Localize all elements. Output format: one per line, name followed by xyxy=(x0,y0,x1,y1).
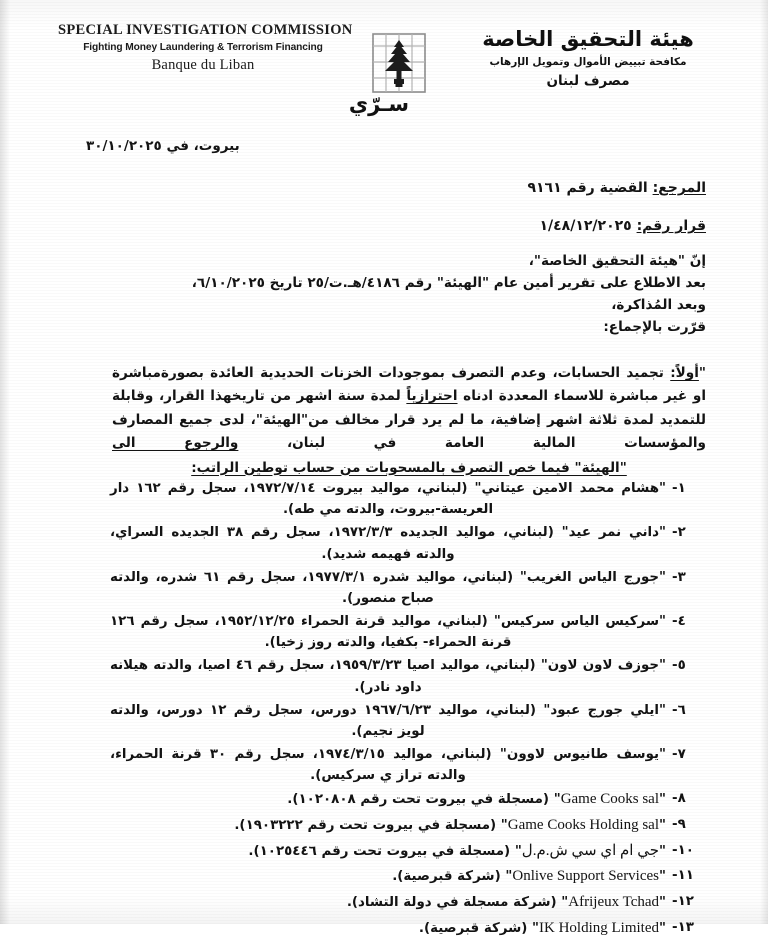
clause-underline-referral: والرجوع الى xyxy=(112,435,239,452)
letterhead xyxy=(0,16,768,102)
entity-registration: (مسجلة في بيروت تحت رقم ١٠٢٠٨٠٨). xyxy=(287,792,550,808)
preamble-line-3: وبعد المُذاكرة، xyxy=(611,297,706,314)
list-item xyxy=(110,865,706,889)
list-item-number: ٣- xyxy=(672,569,686,585)
entity-registration: (مسجلة في بيروت تحت رقم ١٩٠٣٢٢٢). xyxy=(234,818,497,834)
list-item xyxy=(110,814,706,838)
clause-underline-precautionary: احترازياً xyxy=(406,388,458,405)
list-item-body: "Afrijeux Tchad" (شركة مسجلة في دولة التشاد). xyxy=(346,894,666,911)
organization-name-en: SPECIAL INVESTIGATION COMMISSION xyxy=(58,22,353,38)
classification-label: سـرّي xyxy=(348,92,410,116)
entity-name: جي ام اي سي ش.م.ل xyxy=(521,842,660,859)
decision-value: ١/٤٨/١٢/٢٠٢٥ xyxy=(539,218,632,234)
list-item-body: "جورج الياس الغريب" (لبناني، مواليد شدره ١٩٧٧/٣/١، سجل رقم ٦١ شدره، والدته صباح منصور). xyxy=(110,569,666,606)
clause-first xyxy=(112,362,706,480)
list-item xyxy=(110,891,706,915)
list-item-body: "Game Cooks Holding sal" (مسجلة في بيروت تحت رقم ١٩٠٣٢٢٢). xyxy=(234,817,666,834)
dateline: بيروت، في ٣٠/١٠/٢٠٢٥ xyxy=(86,138,240,154)
preamble-line-2: بعد الاطلاع على تقرير أمين عام "الهيئة" رقم ٤١٨٦/هـ.ت/٢٥ تاريخ ٦/١٠/٢٠٢٥، xyxy=(191,275,706,292)
list-item-body: "سركيس الياس سركيس" (لبناني، مواليد قرنة الحمراء ١٩٥٢/١٢/٢٥، سجل رقم ١٢٦ قرنة الحمراء- بكفيا، والدته روز زخيا). xyxy=(110,614,666,651)
reference-block xyxy=(527,180,706,256)
preamble xyxy=(120,250,706,338)
list-item-body: "جي ام اي سي ش.م.ل" (مسجلة في بيروت تحت رقم ١٠٢٥٤٤٦). xyxy=(248,842,666,859)
organization-name-ar: هيئة التحقيق الخاصة xyxy=(482,27,694,51)
cedar-tree-logo xyxy=(371,32,427,94)
entity-registration: (شركة مسجلة في دولة التشاد). xyxy=(346,895,557,911)
entity-name: Game Cooks sal xyxy=(560,791,660,808)
list-item xyxy=(110,478,706,520)
list-item xyxy=(110,700,706,742)
list-item xyxy=(110,788,706,812)
list-item-number: ١٢- xyxy=(672,894,694,910)
entity-name: Afrijeux Tchad xyxy=(568,894,660,911)
clause-marker: أولاً: xyxy=(670,365,699,381)
clause-text-1: تجميد الحسابات، وعدم التصرف بموجودات الخزنات الحديدية العائدة بصورة xyxy=(160,365,671,381)
clause-text-4: هذا القرار، وقابلة للتمديد لمدة ثلاثة اشهر إضافية، ما لم يرد قرار مخالف من xyxy=(112,388,706,428)
list-item-body: "داني نمر عيد" (لبناني، مواليد الجديده ١٩٧٢/٣/٣، سجل رقم ٣٨ الجديده السراي، والدته فهيمه شديد). xyxy=(110,525,666,562)
list-item-body: "Onlive Support Services" (شركة قبرصية). xyxy=(392,868,666,885)
clause-text-2: مباشرة او غير مباشرة للاسماء المعددة ادناه xyxy=(112,365,706,405)
list-item-body: "يوسف طانيوس لاوون" (لبناني، مواليد ١٩٧٤/٣/١٥، سجل رقم ٣٠ قرنة الحمراء، والدته تراز ي سركيس). xyxy=(110,747,666,784)
clause-underline-salary-account: "الهيئة" فيما خص التصرف بالمسحوبات من حساب توطين الراتب: xyxy=(191,459,627,476)
list-item xyxy=(110,840,706,864)
list-item-number: ١٠- xyxy=(672,842,694,858)
list-item-number: ١- xyxy=(672,481,686,496)
list-item-body: "ايلي جورج عبود" (لبناني، مواليد ١٩٦٧/٦/٢٣ دورس، سجل رقم ١٢ دورس، والدته لويز نجيم). xyxy=(110,702,666,739)
preamble-line-1: إنّ "هيئة التحقيق الخاصة"، xyxy=(528,253,706,269)
list-item-body: "Game Cooks sal" (مسجلة في بيروت تحت رقم ١٠٢٠٨٠٨). xyxy=(287,791,666,808)
list-item-body: "هشام محمد الامين عيتاني" (لبناني، مواليد بيروت ١٩٧٢/٧/١٤، سجل رقم ١٦٢ دار العريسة-بيروت، والدته مي طه). xyxy=(110,481,666,518)
reference-label: المرجع: xyxy=(652,180,706,196)
list-item-number: ٩- xyxy=(672,817,686,833)
list-item-number: ١١- xyxy=(672,868,694,884)
decision-label: قرار رقم: xyxy=(636,218,706,234)
list-item-number: ١٣- xyxy=(672,919,694,935)
bank-name-ar: مصرف لبنان xyxy=(546,73,630,90)
list-item-number: ٨- xyxy=(672,791,686,807)
entity-registration: (شركة قبرصية). xyxy=(392,869,501,885)
entity-registration: (مسجلة في بيروت تحت رقم ١٠٢٥٤٤٦). xyxy=(248,843,511,859)
entity-registration: (شركة قبرصية). xyxy=(418,920,528,936)
letterhead-arabic xyxy=(438,28,738,89)
entity-name: Game Cooks Holding sal xyxy=(507,817,660,834)
organization-tagline-ar: مكافحة تبييض الأموال وتمويل الإرهاب xyxy=(489,56,687,69)
clause-text-5: "الهيئة"، لدى جميع المصارف والمؤسسات المالية العامة في لبنان، xyxy=(112,411,706,452)
organization-tagline-en: Fighting Money Laundering & Terrorism Financing xyxy=(83,42,323,53)
list-item xyxy=(110,744,706,786)
list-item xyxy=(110,917,706,941)
list-item-body: "IK Holding Limited" (شركة قبرصية). xyxy=(418,919,666,936)
decision-row xyxy=(527,218,706,234)
list-item-number: ٦- xyxy=(672,702,686,718)
list-item xyxy=(110,655,706,697)
bank-name-en: Banque du Liban xyxy=(151,57,255,73)
list-item-number: ٢- xyxy=(672,525,686,541)
entity-name: IK Holding Limited xyxy=(539,919,660,936)
preamble-line-4: قرّرت بالإجماع: xyxy=(603,319,706,336)
reference-value: القضية رقم ٩١٦١ xyxy=(527,180,648,196)
list-item-body: "جوزف لاون لاون" (لبناني، مواليد اصيا ١٩٥٩/٣/٢٣، سجل رقم ٤٦ اصيا، والدته هيلانه داود نادر). xyxy=(110,658,666,695)
list-item xyxy=(110,611,706,653)
designated-names-list xyxy=(110,478,706,943)
letterhead-english xyxy=(58,22,353,74)
entity-name: Onlive Support Services xyxy=(512,868,660,885)
reference-row xyxy=(527,180,706,196)
list-item-number: ٧- xyxy=(672,747,686,763)
list-item-number: ٥- xyxy=(672,658,686,674)
clause-open-quote: " xyxy=(698,365,706,381)
clause-text-3: لمدة سنة اشهر من تاريخ xyxy=(231,388,407,405)
list-item-number: ٤- xyxy=(672,614,686,630)
list-item xyxy=(110,522,706,564)
list-item xyxy=(110,567,706,609)
